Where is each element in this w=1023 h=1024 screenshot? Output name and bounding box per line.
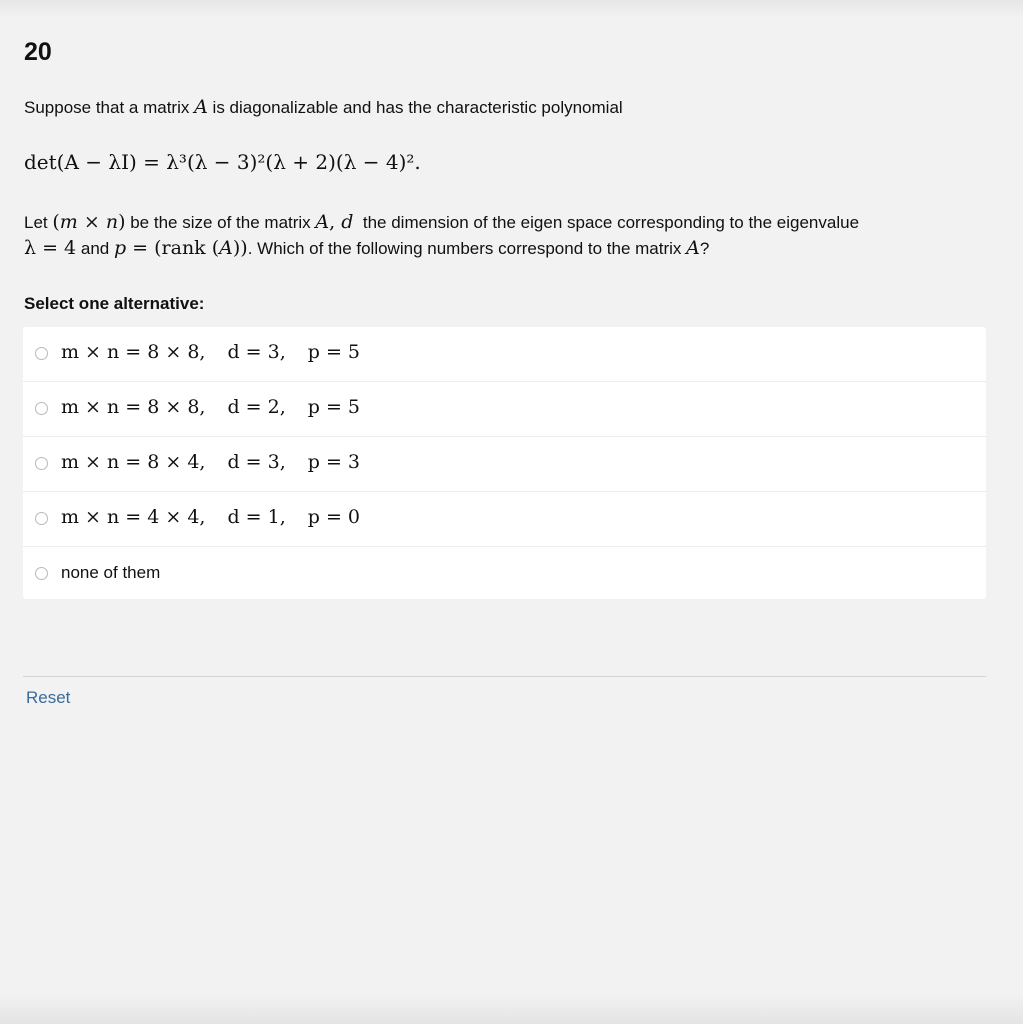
option-text: none of them (61, 563, 161, 582)
radio-button[interactable] (35, 457, 48, 470)
answer-option-none[interactable] (23, 547, 986, 599)
question-intro: Suppose that a matrix A is diagonalizable and has the characteristic polynomial (24, 96, 623, 118)
radio-button[interactable] (35, 567, 48, 580)
option-text: m × n = 4 × 4, d = 1, p = 0 (61, 506, 361, 528)
option-text: m × n = 8 × 8, d = 2, p = 5 (61, 396, 361, 418)
option-text: m × n = 8 × 4, d = 3, p = 3 (61, 451, 361, 473)
answer-option-4[interactable] (23, 492, 986, 547)
question-line-2: λ = 4 and p = (rank (A)). Which of the following numbers correspond to the matrix A? (24, 237, 710, 259)
radio-button[interactable] (35, 402, 48, 415)
top-shade (0, 0, 1023, 18)
option-text: m × n = 8 × 8, d = 3, p = 5 (61, 341, 361, 363)
answer-option-3[interactable] (23, 437, 986, 492)
select-one-label: Select one alternative: (24, 294, 205, 313)
radio-button[interactable] (35, 512, 48, 525)
question-number: 20 (24, 38, 52, 66)
answer-option-1[interactable] (23, 327, 986, 382)
answer-options (23, 327, 986, 599)
reset-link[interactable]: Reset (26, 688, 71, 707)
answer-option-2[interactable] (23, 382, 986, 437)
radio-button[interactable] (35, 347, 48, 360)
question-line-1: Let (m × n) be the size of the matrix A, d the dimension of the eigen space corresponding to the eigenvalue (24, 211, 860, 233)
characteristic-polynomial: det(A − λI) = λ³(λ − 3)²(λ + 2)(λ − 4)². (24, 150, 421, 174)
bottom-shade (0, 994, 1023, 1024)
divider (23, 676, 986, 677)
